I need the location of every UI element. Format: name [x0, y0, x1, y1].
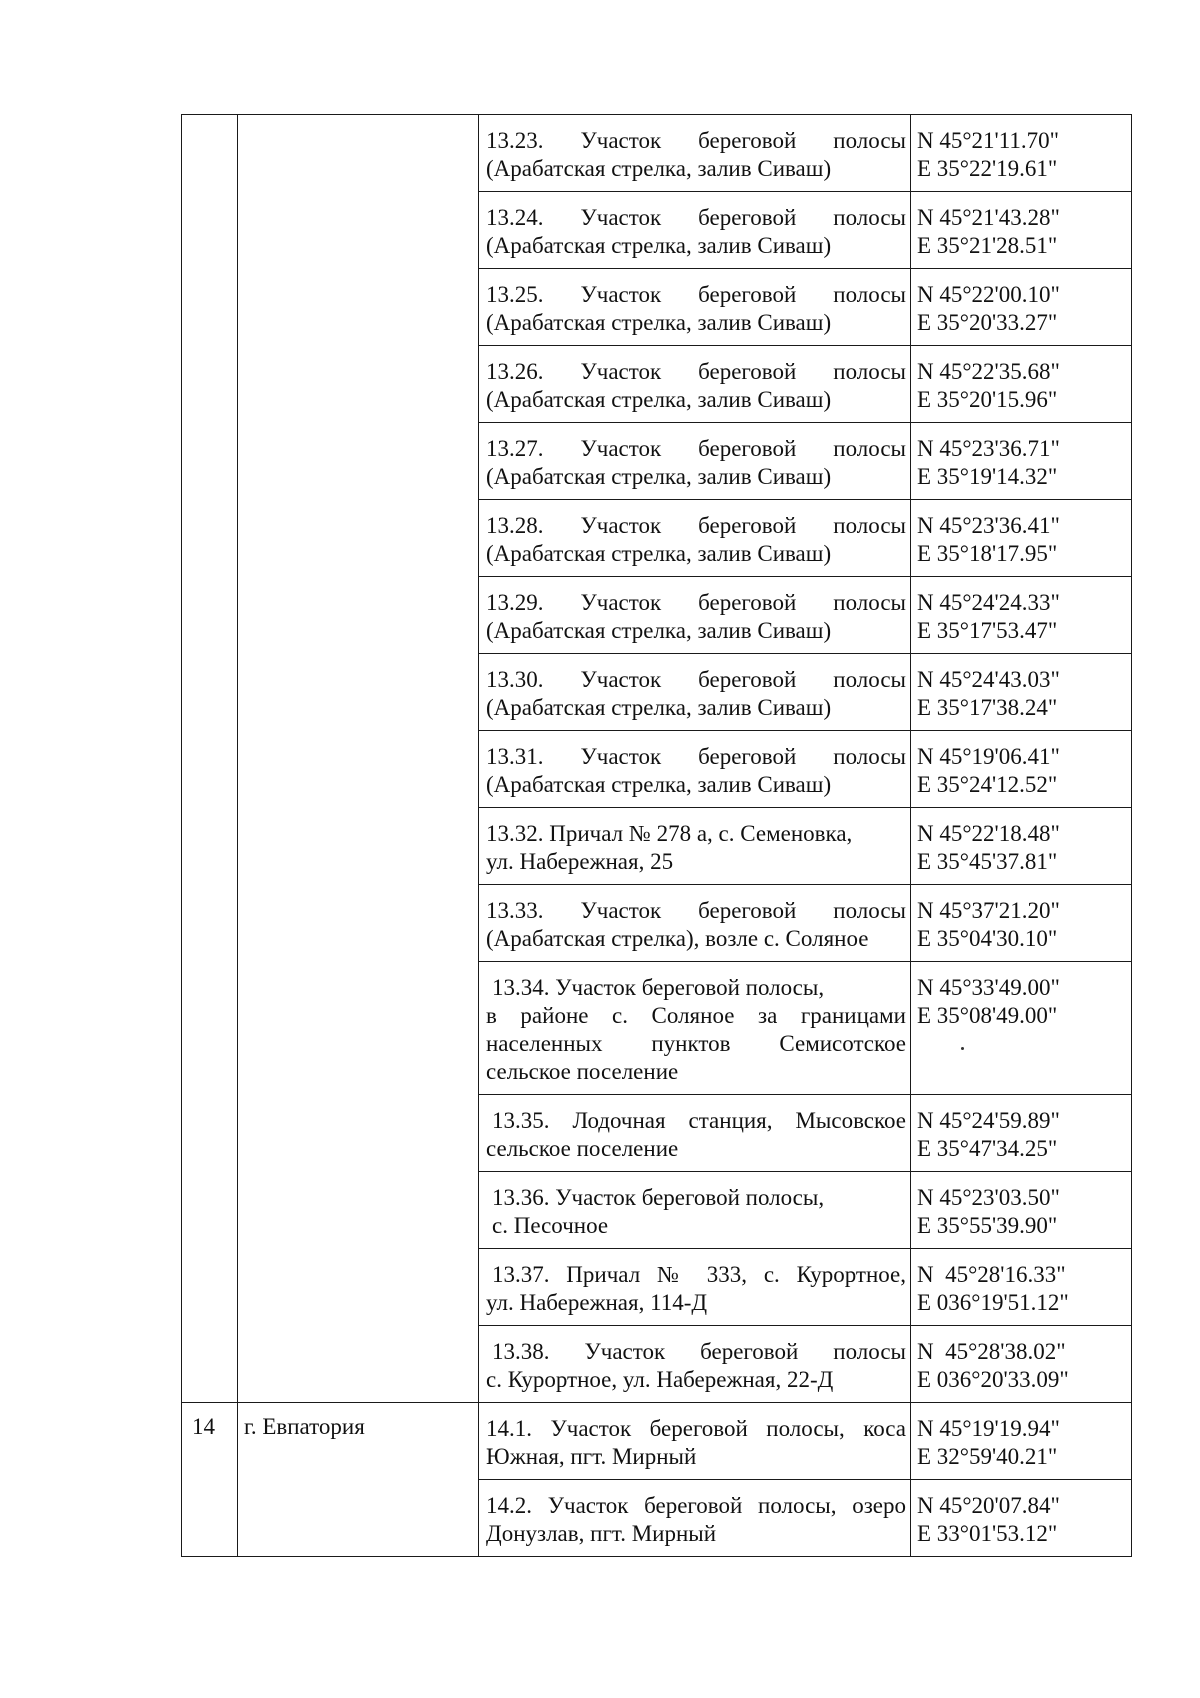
longitude: E 35°47'34.25": [917, 1136, 1058, 1161]
description-line-1: 14.1. Участок береговой полосы, коса: [486, 1416, 906, 1441]
site-description: [479, 577, 911, 654]
longitude: E 35°45'37.81": [917, 849, 1058, 874]
description-line-1: 13.24. Участок береговой полосы: [486, 205, 906, 230]
description-line-1: 13.36. Участок береговой полосы,: [492, 1185, 825, 1210]
row-number-cell: [182, 115, 238, 1403]
site-coordinates: [911, 808, 1132, 885]
site-coordinates: [911, 192, 1132, 269]
site-description: [479, 1480, 911, 1557]
latitude: N 45°19'06.41": [917, 744, 1060, 769]
description-line-2: (Арабатская стрелка, залив Сиваш): [486, 310, 832, 335]
latitude: N 45°21'11.70": [917, 128, 1059, 153]
description-line-2: (Арабатская стрелка), возле с. Соляное: [486, 926, 869, 951]
description-line-2: сельское поселение: [486, 1136, 679, 1161]
site-coordinates: [911, 1249, 1132, 1326]
site-description: [479, 1326, 911, 1403]
municipality-cell: г. Евпатория: [238, 1403, 479, 1557]
site-coordinates: [911, 1480, 1132, 1557]
site-description: [479, 808, 911, 885]
latitude: N 45°23'36.41": [917, 513, 1060, 538]
table-row: [182, 115, 1132, 192]
longitude: E 35°18'17.95": [917, 541, 1058, 566]
longitude: E 35°21'28.51": [917, 233, 1058, 258]
site-coordinates: [911, 346, 1132, 423]
latitude: N 45°22'00.10": [917, 282, 1060, 307]
site-description: [479, 346, 911, 423]
longitude: E 33°01'53.12": [917, 1521, 1058, 1546]
latitude: N 45°33'49.00": [917, 975, 1060, 1000]
latitude: N 45°28'16.33": [917, 1262, 1066, 1287]
site-coordinates: [911, 577, 1132, 654]
longitude: E 35°19'14.32": [917, 464, 1058, 489]
description-line-1: 13.37. Причал № 333, с. Курортное,: [492, 1262, 906, 1287]
description-line-2: (Арабатская стрелка, залив Сиваш): [486, 233, 832, 258]
longitude: E 036°20'33.09": [917, 1367, 1069, 1392]
site-description: [479, 115, 911, 192]
latitude: N 45°22'35.68": [917, 359, 1060, 384]
beach-sites-table: [181, 114, 1132, 1557]
description-line-1: 13.30. Участок береговой полосы: [486, 667, 906, 692]
site-description: [479, 962, 911, 1095]
latitude: N 45°20'07.84": [917, 1493, 1060, 1518]
table-row: [182, 1403, 1132, 1480]
longitude: E 35°20'33.27": [917, 310, 1058, 335]
description-line-2: в районе с. Соляное за границами населенных пунктов Семисотское сельское поселение: [486, 1003, 906, 1084]
longitude: E 35°04'30.10": [917, 926, 1058, 951]
site-description: [479, 1403, 911, 1480]
description-line-1: 13.23. Участок береговой полосы: [486, 128, 906, 153]
latitude: N 45°21'43.28": [917, 205, 1060, 230]
description-line-1: 13.34. Участок береговой полосы,: [492, 975, 825, 1000]
row-number-cell: 14: [182, 1403, 238, 1557]
description-line-2: Донузлав, пгт. Мирный: [486, 1521, 717, 1546]
site-description: [479, 885, 911, 962]
longitude: E 35°17'53.47": [917, 618, 1058, 643]
site-description: [479, 1172, 911, 1249]
description-line-2: (Арабатская стрелка, залив Сиваш): [486, 464, 832, 489]
longitude: E 35°20'15.96": [917, 387, 1058, 412]
site-coordinates: [911, 423, 1132, 500]
description-line-1: 13.31. Участок береговой полосы: [486, 744, 906, 769]
latitude: N 45°28'38.02": [917, 1339, 1066, 1364]
description-line-1: 14.2. Участок береговой полосы, озеро: [486, 1493, 906, 1518]
longitude: E 036°19'51.12": [917, 1290, 1069, 1315]
description-line-2: (Арабатская стрелка, залив Сиваш): [486, 387, 832, 412]
latitude: N 45°24'24.33": [917, 590, 1060, 615]
description-line-1: 13.38. Участок береговой полосы: [492, 1339, 906, 1364]
latitude: N 45°24'43.03": [917, 667, 1060, 692]
site-coordinates: [911, 115, 1132, 192]
site-description: [479, 500, 911, 577]
site-coordinates: [911, 1095, 1132, 1172]
longitude: E 35°22'19.61": [917, 156, 1058, 181]
longitude: E 35°08'49.00": [917, 1003, 1058, 1028]
longitude: E 35°24'12.52": [917, 772, 1058, 797]
latitude: N 45°24'59.89": [917, 1108, 1060, 1133]
description-line-1: 13.33. Участок береговой полосы: [486, 898, 906, 923]
site-coordinates: [911, 269, 1132, 346]
site-coordinates: [911, 1326, 1132, 1403]
description-line-2: (Арабатская стрелка, залив Сиваш): [486, 618, 832, 643]
site-coordinates: [911, 500, 1132, 577]
description-line-1: 13.25. Участок береговой полосы: [486, 282, 906, 307]
site-description: [479, 192, 911, 269]
scan-speck: [961, 1047, 964, 1050]
description-line-2: ул. Набережная, 114-Д: [486, 1290, 708, 1315]
site-coordinates: [911, 1172, 1132, 1249]
longitude: E 35°55'39.90": [917, 1213, 1058, 1238]
description-line-2: (Арабатская стрелка, залив Сиваш): [486, 156, 832, 181]
site-coordinates: [911, 885, 1132, 962]
description-line-2: ул. Набережная, 25: [486, 849, 674, 874]
site-description: [479, 423, 911, 500]
description-line-1: 13.27. Участок береговой полосы: [486, 436, 906, 461]
site-description: [479, 269, 911, 346]
description-line-1: 13.26. Участок береговой полосы: [486, 359, 906, 384]
latitude: N 45°23'03.50": [917, 1185, 1060, 1210]
description-line-1: 13.32. Причал № 278 а, с. Семеновка,: [486, 821, 853, 846]
site-coordinates: [911, 731, 1132, 808]
latitude: N 45°19'19.94": [917, 1416, 1060, 1441]
site-description: [479, 1249, 911, 1326]
municipality-cell: [238, 115, 479, 1403]
description-line-1: 13.35. Лодочная станция, Мысовское: [492, 1108, 906, 1133]
site-description: [479, 1095, 911, 1172]
description-line-2: (Арабатская стрелка, залив Сиваш): [486, 772, 832, 797]
description-line-2: с. Курортное, ул. Набережная, 22-Д: [486, 1367, 834, 1392]
latitude: N 45°37'21.20": [917, 898, 1060, 923]
description-line-2: (Арабатская стрелка, залив Сиваш): [486, 695, 832, 720]
site-coordinates: [911, 962, 1132, 1095]
description-line-2: Южная, пгт. Мирный: [486, 1444, 697, 1469]
site-coordinates: [911, 1403, 1132, 1480]
longitude: E 35°17'38.24": [917, 695, 1058, 720]
description-line-1: 13.28. Участок береговой полосы: [486, 513, 906, 538]
site-description: [479, 654, 911, 731]
description-line-1: 13.29. Участок береговой полосы: [486, 590, 906, 615]
description-line-2: с. Песочное: [492, 1213, 609, 1238]
longitude: E 32°59'40.21": [917, 1444, 1058, 1469]
site-description: [479, 731, 911, 808]
latitude: N 45°23'36.71": [917, 436, 1060, 461]
site-coordinates: [911, 654, 1132, 731]
latitude: N 45°22'18.48": [917, 821, 1060, 846]
description-line-2: (Арабатская стрелка, залив Сиваш): [486, 541, 832, 566]
